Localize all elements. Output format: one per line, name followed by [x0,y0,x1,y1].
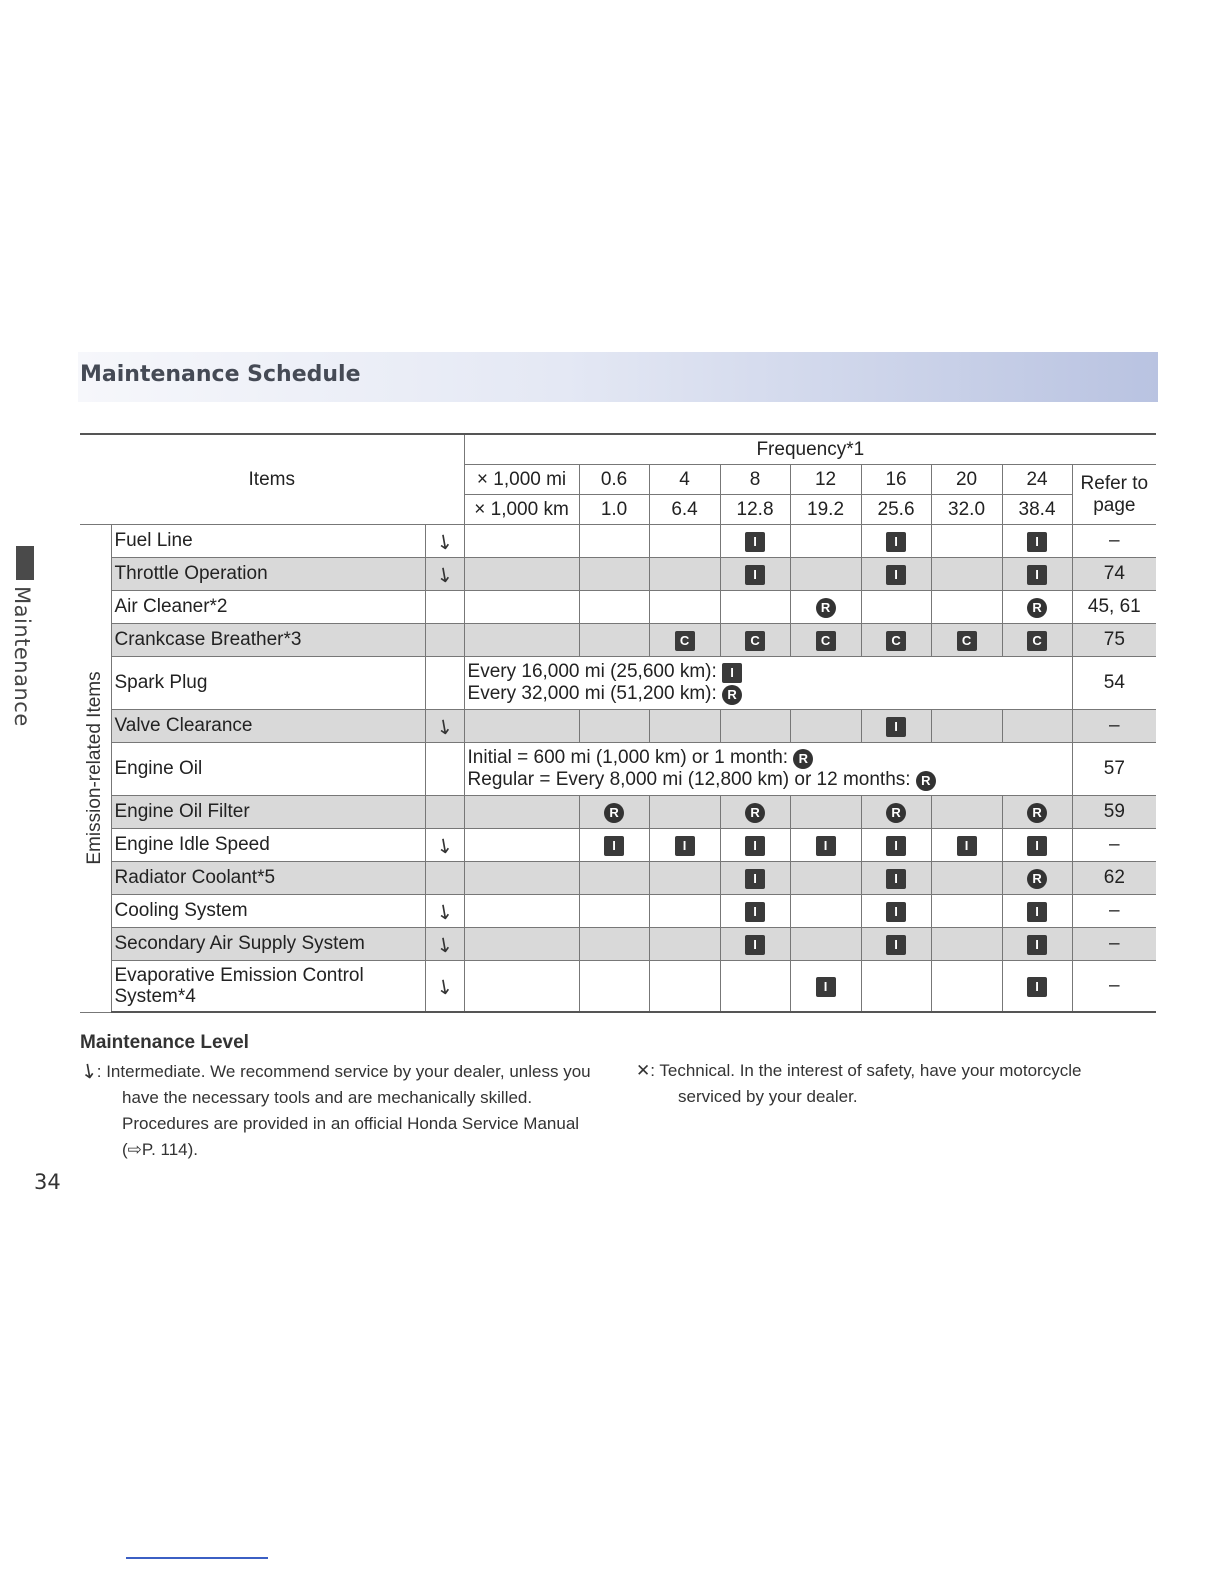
inspect-mark: I [886,717,906,737]
refer-page: 75 [1072,624,1156,657]
replace-mark: R [793,749,813,769]
wrench-icon: ↘ [431,831,458,860]
km-value: 1.0 [579,495,649,525]
legend-text: : Intermediate. We recommend service by your dealer, unless you [96,1062,591,1081]
level-cell [425,525,464,558]
item-name: Secondary Air Supply System [111,928,425,961]
inspect-mark: I [886,902,906,922]
item-name: Engine Idle Speed [111,829,425,862]
km-value: 6.4 [649,495,720,525]
table-row [80,591,1156,624]
table-row [80,743,1156,796]
table-row [80,961,1156,1013]
section-header [78,352,1158,402]
inspect-mark: I [745,836,765,856]
clean-mark: C [957,631,977,651]
frequency-header: Frequency*1 [464,434,1156,465]
inspect-mark: I [1027,836,1047,856]
mi-value: 20 [931,465,1002,495]
item-name: Engine Oil Filter [111,796,425,829]
replace-mark: R [916,771,936,791]
inspect-mark: I [1027,902,1047,922]
replace-mark: R [886,803,906,823]
legend-text: serviced by your dealer. [678,1087,858,1106]
inspect-mark: I [722,663,742,683]
crossed-tools-icon: ✕ [636,1061,651,1080]
replace-mark: R [1027,803,1047,823]
table-row [80,796,1156,829]
replace-mark: R [1027,598,1047,618]
legend-text: : Technical. In the interest of safety, have your motorcycle [650,1061,1082,1080]
refer-page: – [1072,895,1156,928]
clean-mark: C [745,631,765,651]
mi-value: 0.6 [579,465,649,495]
footer-link-underline [126,1557,268,1559]
legend-text: P. 114). [141,1140,199,1159]
clean-mark: C [675,631,695,651]
mi-value: 8 [720,465,790,495]
km-value: 25.6 [861,495,931,525]
clean-mark: C [816,631,836,651]
item-name: Valve Clearance [111,710,425,743]
mi-value: 24 [1002,465,1072,495]
inspect-mark: I [886,935,906,955]
replace-mark: R [604,803,624,823]
interval-note-line: Initial = 600 mi (1,000 km) or 1 month: [467,747,789,768]
inspect-mark: I [886,869,906,889]
km-label: × 1,000 km [464,495,579,525]
item-name: Spark Plug [111,657,425,710]
interval-note [464,743,1072,796]
item-name: Radiator Coolant*5 [111,862,425,895]
refer-page: 57 [1072,743,1156,796]
legend-title: Maintenance Level [80,1032,249,1053]
refer-page: 62 [1072,862,1156,895]
refer-to-page-header [1072,465,1156,525]
refer-page: – [1072,928,1156,961]
mi-label: × 1,000 mi [464,465,579,495]
wrench-icon: ↘ [431,930,458,959]
item-name: Throttle Operation [111,558,425,591]
inspect-mark: I [957,836,977,856]
item-name: Fuel Line [111,525,425,558]
clean-mark: C [1027,631,1047,651]
refer-label: Refer to [1080,472,1149,494]
legend-text: Procedures are provided in an official Honda Service Manual [122,1114,580,1133]
item-name: Evaporative Emission Control System*4 [111,961,425,1013]
refer-page: – [1072,829,1156,862]
km-value: 19.2 [790,495,861,525]
km-value: 12.8 [720,495,790,525]
wrench-icon: ↘ [431,527,458,556]
legend-technical [636,1058,1136,1110]
table-header-row [80,434,1156,465]
legend-text: have the necessary tools and are mechanically skilled. [122,1088,533,1107]
inspect-mark: I [1027,565,1047,585]
inspect-mark: I [1027,532,1047,552]
table-row [80,657,1156,710]
item-name: Cooling System [111,895,425,928]
refer-page: 45, 61 [1072,591,1156,624]
table-row [80,710,1156,743]
table-row [80,895,1156,928]
page-number: 34 [34,1170,61,1194]
table-row [80,525,1156,558]
refer-label-page: page [1093,494,1136,516]
emission-group-label: Emission-related Items [84,671,106,865]
mi-value: 12 [790,465,861,495]
inspect-mark: I [745,869,765,889]
refer-page: 74 [1072,558,1156,591]
reference-arrow-icon: ⇨ [127,1140,142,1159]
interval-note-line: Regular = Every 8,000 mi (12,800 km) or 12 months: [467,769,911,790]
inspect-mark: I [604,836,624,856]
refer-page: – [1072,525,1156,558]
table-row [80,829,1156,862]
inspect-mark: I [886,532,906,552]
page-title: Maintenance Schedule [80,362,361,387]
interval-note-line: Every 16,000 mi (25,600 km): [467,661,717,682]
legend-intermediate: ↘: Intermediate. We recommend service by your dealer, unless you have the necessary tools and are mechanically skilled. Procedures are provided in an official Honda Service Manual (⇨P. 114). [80,1058,600,1163]
inspect-mark: I [745,532,765,552]
refer-page: 59 [1072,796,1156,829]
table-row [80,624,1156,657]
inspect-mark: I [745,935,765,955]
inspect-mark: I [886,836,906,856]
replace-mark: R [745,803,765,823]
wrench-icon: ↘ [431,560,458,589]
table-row [80,558,1156,591]
inspect-mark: I [675,836,695,856]
km-value: 32.0 [931,495,1002,525]
refer-page: – [1072,710,1156,743]
section-side-label: Maintenance [10,586,34,727]
item-name: Engine Oil [111,743,425,796]
maintenance-schedule-table [80,433,1156,1013]
section-tab-marker [16,546,34,580]
items-header: Items [80,434,464,525]
table-row [80,862,1156,895]
group-label-cell [80,525,111,1013]
km-value: 38.4 [1002,495,1072,525]
refer-page: – [1072,961,1156,1013]
refer-page: 54 [1072,657,1156,710]
inspect-mark: I [816,977,836,997]
interval-note [464,657,1072,710]
wrench-icon: ↘ [431,972,458,1001]
inspect-mark: I [1027,935,1047,955]
clean-mark: C [886,631,906,651]
mi-value: 4 [649,465,720,495]
inspect-mark: I [886,565,906,585]
replace-mark: R [722,685,742,705]
interval-note-line: Every 32,000 mi (51,200 km): [467,683,717,704]
item-name: Crankcase Breather*3 [111,624,425,657]
inspect-mark: I [745,902,765,922]
wrench-icon: ↘ [431,712,458,741]
wrench-icon: ↘ [431,897,458,926]
replace-mark: R [1027,869,1047,889]
item-name: Air Cleaner*2 [111,591,425,624]
table-row [80,928,1156,961]
wrench-icon: ↘ [75,1057,102,1085]
inspect-mark: I [1027,977,1047,997]
mi-value: 16 [861,465,931,495]
inspect-mark: I [816,836,836,856]
inspect-mark: I [745,565,765,585]
replace-mark: R [816,598,836,618]
